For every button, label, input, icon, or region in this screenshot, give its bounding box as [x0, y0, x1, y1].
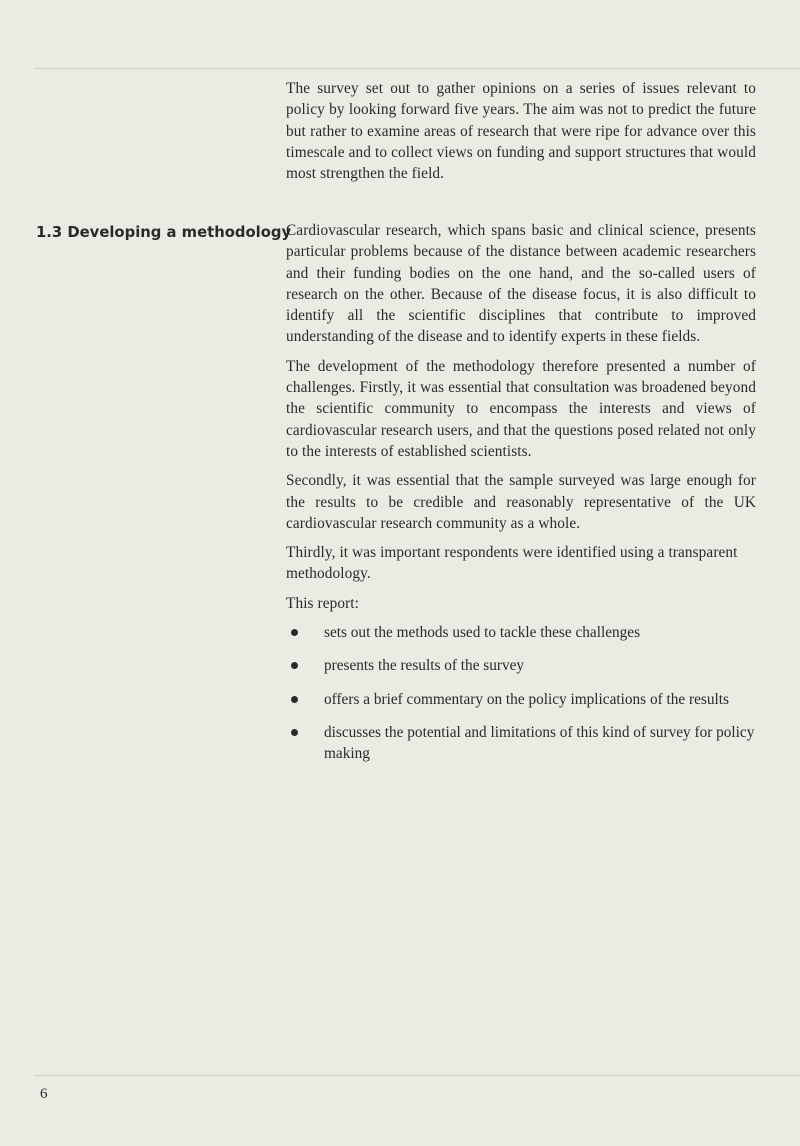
bullet-icon [291, 729, 298, 736]
body-paragraph: The development of the methodology therefore presented a number of challenges. Firstly, it was essential that consultation was broadened beyond the scientific community to encompass the interests and views of cardiovascular research users, and that the questions posed related not only to the interests of established scientists. [286, 357, 756, 460]
body-paragraph: Cardiovascular research, which spans basic and clinical science, presents particular problems because of the distance between academic researchers and their funding bodies on the one hand, and the so-called users of research on the other. Because of the disease focus, it is also difficult to identify all the scientific disciplines that contribute to improved understanding of the disease and to identify experts in these fields. [286, 222, 756, 346]
footer-rule [34, 1075, 800, 1076]
bullet-list [286, 622, 756, 764]
top-rule [34, 68, 800, 69]
body-paragraph: Thirdly, it was important respondents were identified using a transparent methodology. [286, 544, 738, 583]
list-item [286, 722, 756, 765]
body-paragraph: This report: [286, 594, 359, 612]
list-item-text: discusses the potential and limitations of this kind of survey for policy making [324, 723, 755, 763]
body-paragraph: Secondly, it was essential that the sample surveyed was large enough for the results to be credible and reasonably representative of the UK cardiovascular research community as a whole. [286, 472, 756, 532]
intro-block [286, 78, 756, 192]
list-item [286, 689, 756, 710]
section-body [286, 220, 756, 777]
list-item-text: presents the results of the survey [324, 657, 525, 675]
list-item [286, 655, 756, 676]
list-item-text: offers a brief commentary on the policy implications of the results [324, 690, 729, 708]
list-item [286, 622, 756, 643]
section-heading: 1.3 Developing a methodology [36, 224, 292, 241]
intro-paragraph: The survey set out to gather opinions on a series of issues relevant to policy by looking forward five years. The aim was not to predict the future but rather to examine areas of research that were ripe for advance over this timescale and to collect views on funding and support structures that would most strengthen the field. [286, 80, 756, 183]
page-number: 6 [40, 1086, 48, 1102]
bullet-icon [291, 629, 298, 636]
list-item-text: sets out the methods used to tackle these challenges [324, 624, 641, 642]
bullet-icon [291, 662, 298, 669]
bullet-icon [291, 696, 298, 703]
